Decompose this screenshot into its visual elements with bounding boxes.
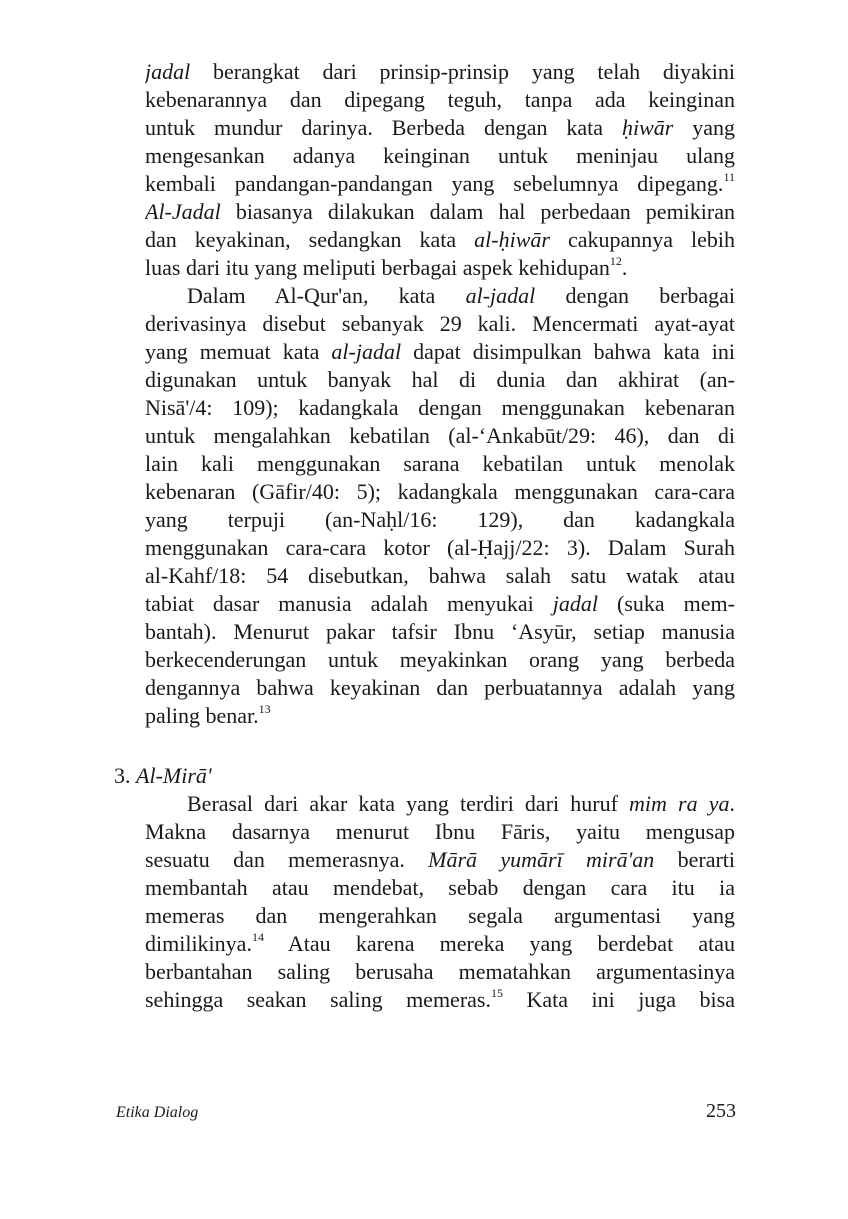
text-line: [145, 618, 735, 646]
text-line: [145, 282, 735, 310]
line-text: Atau karena mereka yang berdebat atau: [263, 931, 735, 956]
paragraph-al-mira: [145, 790, 735, 1014]
text-line: [145, 986, 735, 1014]
section-spacer: [145, 730, 735, 762]
line-text: dimilikinya.: [145, 931, 252, 956]
line-text: Dalam Al-Qur'an, kata: [187, 283, 466, 308]
text-line: [145, 254, 735, 282]
text-line: [145, 478, 735, 506]
text-line: [145, 846, 735, 874]
text-line: [145, 310, 735, 338]
line-text: Makna dasarnya menurut Ibnu Fāris, yaitu mengusap: [145, 819, 735, 844]
text-line: [145, 198, 735, 226]
line-text: sesuatu dan memerasnya.: [145, 847, 429, 872]
line-text: menggunakan cara-cara kotor (al-Ḥajj/22: 3). Dalam Surah: [145, 535, 735, 560]
page-footer: [116, 1100, 736, 1124]
text-line: [145, 142, 735, 170]
text-line: [145, 170, 735, 198]
italic-term: Mārā yumārī mirā'an: [428, 847, 655, 872]
line-text: Nisā'/4: 109); kadangkala dengan menggunakan kebenaran: [145, 395, 735, 420]
section-heading: [114, 762, 704, 790]
line-text: berbantahan saling berusaha mematahkan argumentasinya: [145, 959, 735, 984]
line-text: dengannya bahwa keyakinan dan perbuatannya adalah yang: [145, 675, 735, 700]
italic-term: al-ḥiwār: [474, 227, 550, 252]
line-text: (suka mem-: [598, 591, 735, 616]
text-line: [145, 86, 735, 114]
text-line: [145, 646, 735, 674]
line-text: digunakan untuk banyak hal di dunia dan akhirat (an-: [145, 367, 735, 392]
text-line: [145, 930, 735, 958]
text-line: [145, 790, 735, 818]
text-line: [145, 874, 735, 902]
line-text: berarti: [654, 847, 735, 872]
page-number: 253: [706, 1100, 736, 1122]
line-text: untuk mundur darinya. Berbeda dengan kata: [145, 115, 622, 140]
line-text: tabiat dasar manusia adalah menyukai: [145, 591, 553, 616]
text-line: [145, 674, 735, 702]
line-text: bantah). Menurut pakar tafsir Ibnu ‘Asyūr, setiap manusia: [145, 619, 735, 644]
line-text: luas dari itu yang meliputi berbagai aspek kehidupan: [145, 255, 610, 280]
text-line: [145, 338, 735, 366]
footnote-marker[interactable]: 14: [251, 930, 264, 944]
line-text: dengan berbagai: [535, 283, 735, 308]
line-text: berkecenderungan untuk meyakinkan orang yang berbeda: [145, 647, 735, 672]
line-text: .: [621, 255, 628, 280]
section-number: 3.: [114, 763, 131, 788]
text-line: [145, 702, 735, 730]
text-line: [145, 958, 735, 986]
line-text: al-Kahf/18: 54 disebutkan, bahwa salah satu watak atau: [145, 563, 735, 588]
line-text: yang: [673, 115, 735, 140]
line-text: kebenaran (Gāfir/40: 5); kadangkala menggunakan cara-cara: [145, 479, 735, 504]
italic-term: jadal: [552, 591, 599, 616]
body-text: [114, 58, 735, 1014]
paragraph-jadal-quran: [145, 282, 735, 730]
italic-term: mim ra ya: [629, 791, 730, 816]
footnote-marker[interactable]: 15: [490, 986, 503, 1000]
text-line: [145, 366, 735, 394]
line-text: dan keyakinan, sedangkan kata: [145, 227, 475, 252]
line-text: kebenarannya dan dipegang teguh, tanpa ada keinginan: [145, 87, 735, 112]
line-text: memeras dan mengerahkan segala argumentasi yang: [145, 903, 735, 928]
line-text: Berasal dari akar kata yang terdiri dari huruf: [187, 791, 630, 816]
line-text: dapat disimpulkan bahwa kata ini: [401, 339, 735, 364]
line-text: kembali pandangan-pandangan yang sebelumnya dipegang.: [145, 171, 724, 196]
text-line: [145, 450, 735, 478]
line-text: sehingga seakan saling memeras.: [145, 987, 491, 1012]
text-line: [145, 818, 735, 846]
text-line: [145, 422, 735, 450]
line-text: lain kali menggunakan sarana kebatilan untuk menolak: [145, 451, 735, 476]
text-line: [145, 590, 735, 618]
text-line: [145, 534, 735, 562]
section-title: Al-Mirā': [136, 763, 212, 788]
text-line: [145, 114, 735, 142]
line-text: yang terpuji (an-Naḥl/16: 129), dan kadangkala: [145, 507, 735, 532]
line-text: berangkat dari prinsip-prinsip yang telah diyakini: [190, 59, 735, 84]
line-text: .: [729, 791, 735, 816]
text-line: [145, 58, 735, 86]
line-text: biasanya dilakukan dalam hal perbedaan pemikiran: [220, 199, 735, 224]
line-text: mengesankan adanya keinginan untuk meninjau ulang: [145, 143, 735, 168]
line-text: untuk mengalahkan kebatilan (al-‘Ankabūt/29: 46), dan di: [145, 423, 735, 448]
italic-term: al-jadal: [465, 283, 536, 308]
running-title: Etika Dialog: [116, 1104, 199, 1121]
line-text: membantah atau mendebat, sebab dengan cara itu ia: [145, 875, 735, 900]
text-line: [145, 506, 735, 534]
paragraph-jadal-continuation: [145, 58, 735, 282]
footnote-marker[interactable]: 12: [609, 254, 622, 268]
italic-term: Al-Jadal: [145, 199, 221, 224]
italic-term: jadal: [145, 59, 191, 84]
footnote-marker[interactable]: 13: [258, 702, 271, 716]
text-line: [145, 562, 735, 590]
line-text: cakupannya lebih: [549, 227, 735, 252]
line-text: yang memuat kata: [145, 339, 332, 364]
italic-term: al-jadal: [331, 339, 402, 364]
footnote-marker[interactable]: 11: [723, 170, 735, 184]
text-line: [145, 902, 735, 930]
italic-term: ḥiwār: [621, 115, 674, 140]
line-text: paling benar.: [145, 703, 259, 728]
text-line: [145, 394, 735, 422]
text-line: [145, 226, 735, 254]
line-text: derivasinya disebut sebanyak 29 kali. Mencermati ayat-ayat: [145, 311, 735, 336]
line-text: Kata ini juga bisa: [502, 987, 735, 1012]
